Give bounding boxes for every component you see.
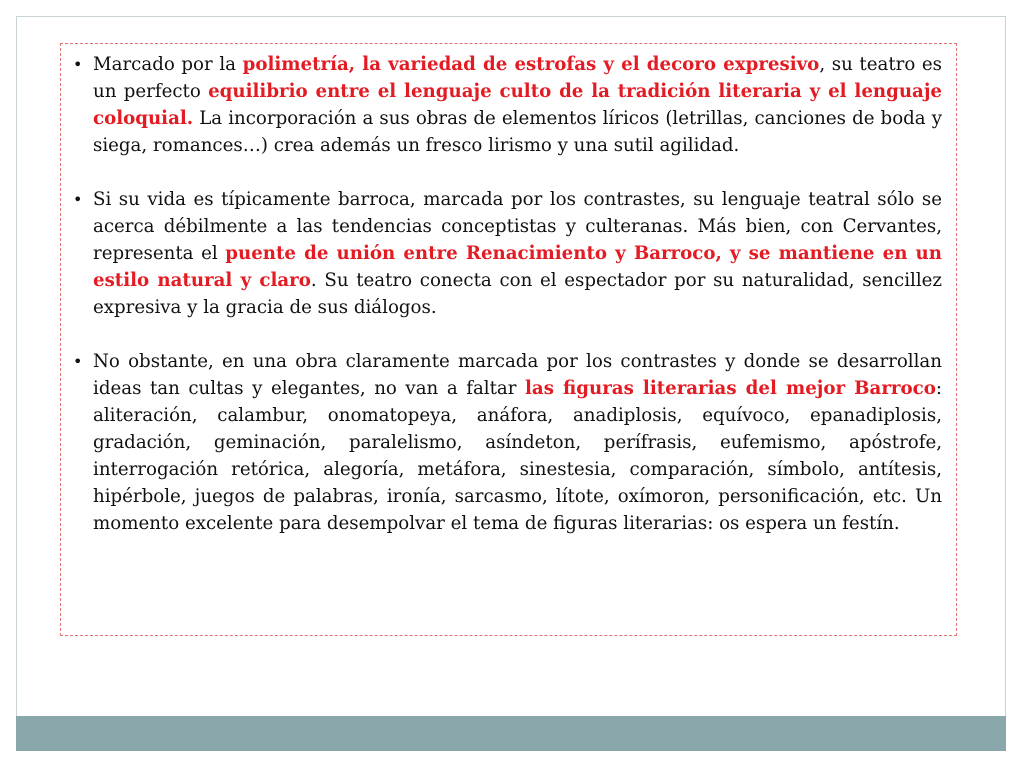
text-segment: , su teatro es un perfecto	[93, 54, 943, 102]
highlighted-text: polimetría, la variedad de estrofas y el decoro expresivo	[242, 54, 820, 75]
highlighted-text: las figuras literarias del mejor Barroco	[525, 378, 936, 399]
text-box	[60, 43, 957, 636]
text-segment: . Su teatro conecta con el espectador por su naturalidad, sencillez expresiva y la gracia de sus diálogos.	[93, 270, 942, 318]
bullet-dot-icon: •	[73, 352, 83, 371]
text-segment: Si su vida es típicamente barroca, marcada por los contrastes, su lenguaje teatral sólo se acerca débilmente a las tendencias conceptistas y culteranas. Más bien, con Cervantes, representa el	[93, 189, 942, 264]
bottom-band	[16, 716, 1006, 751]
text-segment: La incorporación a sus obras de elementos líricos (letrillas, canciones de boda y siega, romances…) crea además un fresco lirismo y una sutil agilidad.	[93, 108, 942, 156]
highlighted-text: equilibrio entre el lenguaje culto de la tradición literaria y el lenguaje coloquial.	[93, 81, 942, 129]
bullet-dot-icon: •	[73, 55, 83, 74]
bullet-list	[73, 51, 942, 537]
highlighted-text: puente de unión entre Renacimiento y Barroco, y se mantiene en un estilo natural y claro	[93, 243, 942, 291]
text-segment: : aliteración, calambur, onomatopeya, anáfora, anadiplosis, equívoco, epanadiplosis, gradación, geminación, paralelismo, asíndeton, perífrasis, eufemismo, apóstrofe, interrogación retórica, alegoría, metáfora, sinestesia, comparación, símbolo, antítesis, hipérbole, juegos de palabras, ironía, sarcasmo, lítote, oxímoron, personificación, etc. Un momento excelente para desempolvar el tema de figuras literarias: os espera un festín.	[93, 378, 942, 534]
text-segment: Marcado por la	[93, 54, 243, 75]
text-segment: No obstante, en una obra claramente marcada por los contrastes y donde se desarrollan ideas tan cultas y elegantes, no van a faltar	[93, 351, 942, 399]
bullet-item-2	[73, 186, 942, 321]
bullet-item-3	[73, 348, 942, 537]
bullet-dot-icon: •	[73, 190, 83, 209]
bullet-item-1	[73, 51, 942, 159]
